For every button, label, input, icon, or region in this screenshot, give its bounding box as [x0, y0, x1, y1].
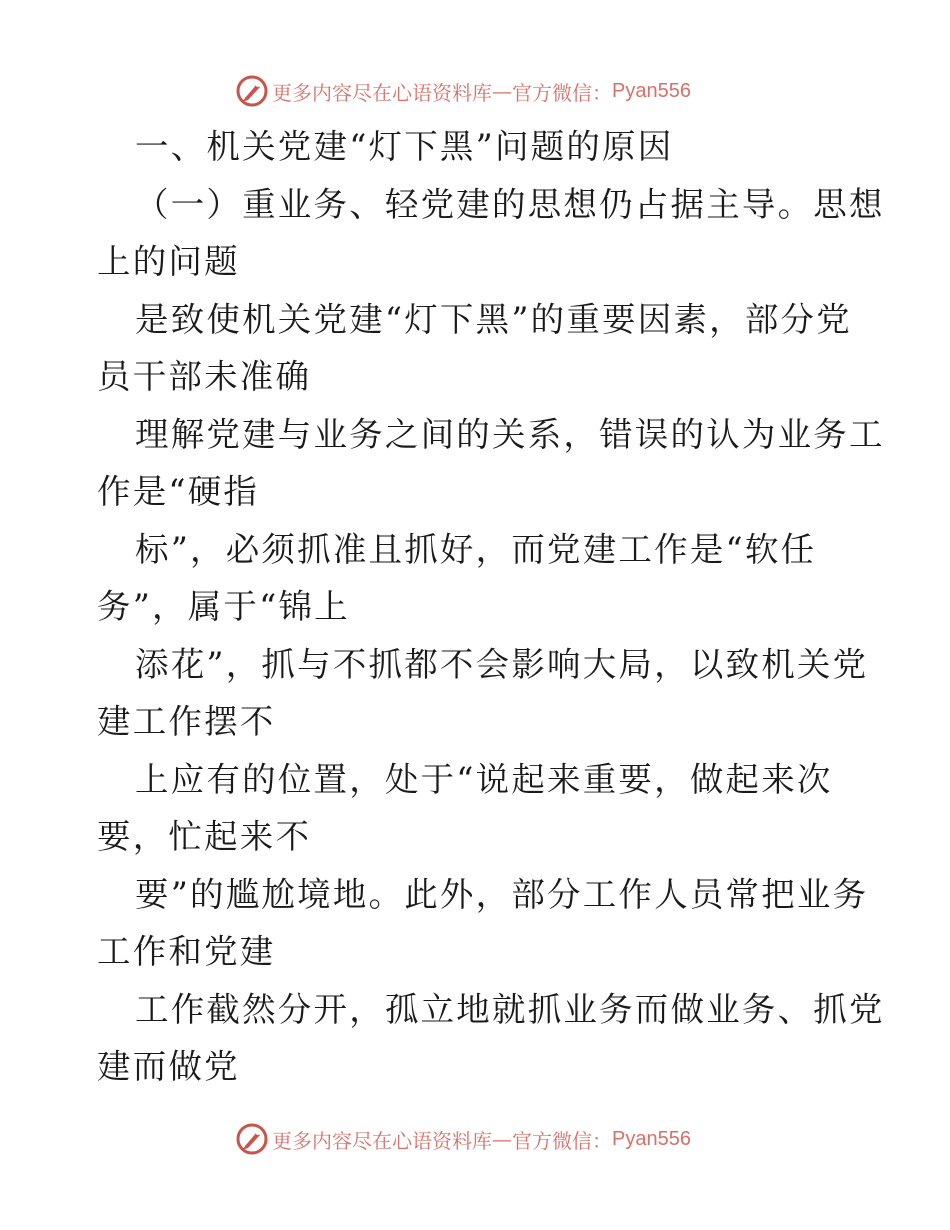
watermark-site-text: 更多内容尽在心语资料库	[272, 1128, 492, 1153]
paragraph-line: 上应有的位置，处于“说起来重要，做起来次	[135, 759, 833, 799]
paragraph-line: 要”的尴尬境地。此外，部分工作人员常把业务	[135, 874, 869, 914]
watermark-dash: —	[492, 79, 512, 103]
paragraph-line: 标”，必须抓准且抓好，而党建工作是“软任	[135, 529, 817, 569]
watermark-dash: —	[492, 1127, 512, 1151]
document-body	[97, 118, 885, 1096]
paragraph-line: 建工作摆不	[97, 702, 276, 741]
paragraph-line: 要，忙起来不	[97, 817, 312, 856]
paragraph-line: 建而做党	[97, 1047, 240, 1086]
watermark-wechat-id: Pyan556	[612, 79, 691, 102]
footer-watermark	[236, 1122, 691, 1156]
paragraph-line: 工作截然分开，孤立地就抓业务而做业务、抓党	[135, 989, 885, 1029]
watermark-wechat-label: 官方微信：	[512, 1128, 612, 1153]
paragraph-line: 添花”，抓与不抓都不会影响大局，以致机关党	[135, 644, 869, 684]
pen-logo-icon	[236, 75, 268, 107]
paragraph-line: 理解党建与业务之间的关系，错误的认为业务工	[135, 414, 885, 454]
paragraph-line: 员干部未准确	[97, 357, 312, 396]
paragraph-line: （一）重业务、轻党建的思想仍占据主导。思想	[135, 184, 885, 224]
header-watermark	[236, 74, 691, 108]
paragraph-line: 务”，属于“锦上	[97, 587, 350, 626]
pen-logo-icon	[236, 1123, 268, 1155]
paragraph-line: 工作和党建	[97, 932, 276, 971]
watermark-wechat-id: Pyan556	[612, 1127, 691, 1150]
section-heading: 一、机关党建“灯下黑”问题的原因	[135, 127, 674, 166]
watermark-wechat-label: 官方微信：	[512, 80, 612, 105]
watermark-site-text: 更多内容尽在心语资料库	[272, 80, 492, 105]
paragraph-line: 作是“硬指	[97, 472, 260, 511]
paragraph-line: 是致使机关党建“灯下黑”的重要因素，部分党	[135, 299, 852, 339]
paragraph-line: 上的问题	[97, 242, 240, 281]
